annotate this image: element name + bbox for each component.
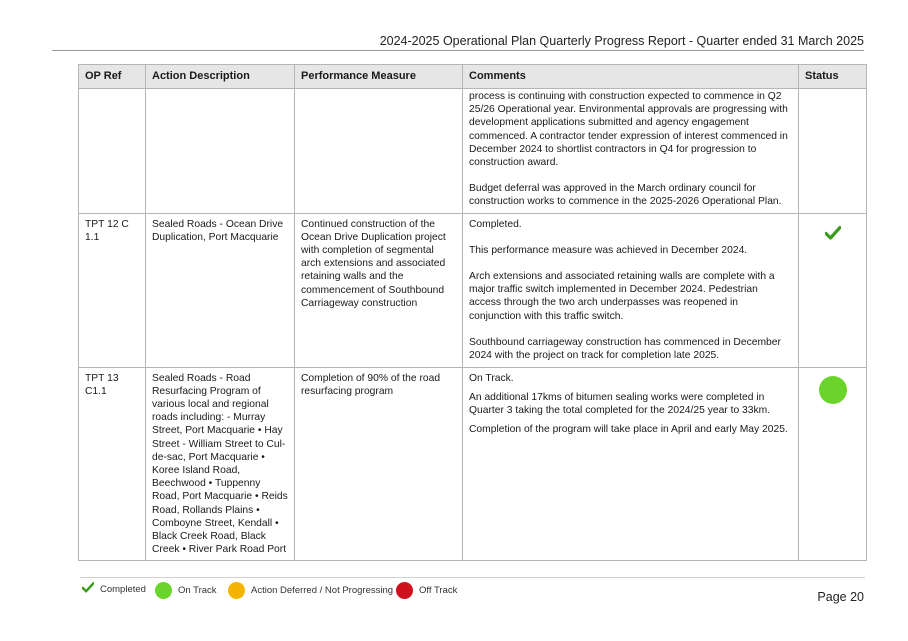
- cell-op-ref: TPT 12 C 1.1: [79, 213, 146, 367]
- comment-paragraph: Arch extensions and associated retaining walls are complete with a major traffic switch implemented in December 2024. Pedestrian access through the two arch underpasses was reopened in conjunction with this traffic switch.: [469, 271, 775, 322]
- column-header-op-ref: OP Ref: [79, 65, 146, 89]
- column-header-comments: Comments: [463, 65, 799, 89]
- green-circle-icon: [155, 582, 172, 599]
- legend-item-off-track: [396, 582, 457, 599]
- comment-paragraph: This performance measure was achieved in December 2024.: [469, 244, 748, 256]
- column-header-action-description: Action Description: [146, 65, 295, 89]
- comment-paragraph: Completed.: [469, 218, 522, 230]
- comment-paragraph: On Track.: [469, 372, 514, 384]
- cell-performance-measure: [295, 89, 463, 214]
- on-track-circle-icon: [819, 376, 847, 404]
- completed-check-icon: [825, 226, 841, 244]
- comment-paragraph: Budget deferral was approved in the March ordinary council for construction works to commence in the 2025-2026 Operational Plan.: [469, 183, 782, 208]
- cell-op-ref: [79, 89, 146, 214]
- table-header-row: [79, 65, 867, 89]
- amber-circle-icon: [228, 582, 245, 599]
- column-header-status: Status: [799, 65, 867, 89]
- cell-status: [799, 89, 867, 214]
- cell-comments: [463, 213, 799, 367]
- cell-action-description: Sealed Roads - Ocean Drive Duplication, Port Macquarie: [146, 213, 295, 367]
- cell-status: [799, 213, 867, 367]
- legend-label: On Track: [178, 585, 217, 596]
- legend-item-completed: [82, 582, 146, 596]
- table-row: [79, 367, 867, 561]
- cell-action-description: Sealed Roads - Road Resurfacing Program of various local and regional roads including: - Murray Street, Port Macquarie • Hay Street - William Street to Cul-de-sac, Port Macquarie • Koree Island Road, Beechwood • Tuppenny Road, Port Macquarie • Reids Road, Rollands Plains • Comboyne Street, Kendall • Black Creek Road, Black Creek • River Park Road Port: [146, 367, 295, 561]
- column-header-performance-measure: Performance Measure: [295, 65, 463, 89]
- header-divider: [52, 50, 864, 51]
- cell-op-ref: TPT 13 C1.1: [79, 367, 146, 561]
- page-number: Page 20: [817, 590, 864, 604]
- legend-item-action-deferred: [228, 582, 393, 599]
- legend-item-on-track: [155, 582, 217, 599]
- cell-comments: [463, 367, 799, 561]
- comment-paragraph: process is continuing with construction expected to commence in Q2 25/26 Operational year. Environmental approvals are progressing with development applications submitted and agency engagement commenced. A contractor tender expression of interest commenced in December 2024 to shortlist contractors in Q4 for progression to construction award.: [469, 91, 788, 169]
- legend-label: Completed: [100, 583, 146, 595]
- legend-label: Off Track: [419, 585, 458, 596]
- cell-action-description: [146, 89, 295, 214]
- comment-paragraph: An additional 17kms of bitumen sealing works were completed in Quarter 3 taking the total completed for the 2024/25 year to 33km.: [469, 391, 771, 417]
- progress-table: [78, 64, 867, 561]
- cell-comments: [463, 89, 799, 214]
- report-title: 2024-2025 Operational Plan Quarterly Progress Report - Quarter ended 31 March 2025: [379, 34, 864, 48]
- cell-status: [799, 367, 867, 561]
- comment-paragraph: Completion of the program will take place in April and early May 2025.: [469, 424, 788, 436]
- cell-performance-measure: Completion of 90% of the road resurfacing program: [295, 367, 463, 561]
- comment-paragraph: Southbound carriageway construction has commenced in December 2024 with the project on track for completion late 2025.: [469, 336, 781, 362]
- table-row: [79, 213, 867, 367]
- check-icon: [82, 582, 94, 596]
- table-row: [79, 89, 867, 214]
- cell-performance-measure: Continued construction of the Ocean Drive Duplication project with completion of segmental arch extensions and associated retaining walls and the commencement of Southbound Carriageway construction: [295, 213, 463, 367]
- red-circle-icon: [396, 582, 413, 599]
- legend-label: Action Deferred / Not Progressing: [251, 585, 394, 596]
- status-legend: [80, 577, 865, 608]
